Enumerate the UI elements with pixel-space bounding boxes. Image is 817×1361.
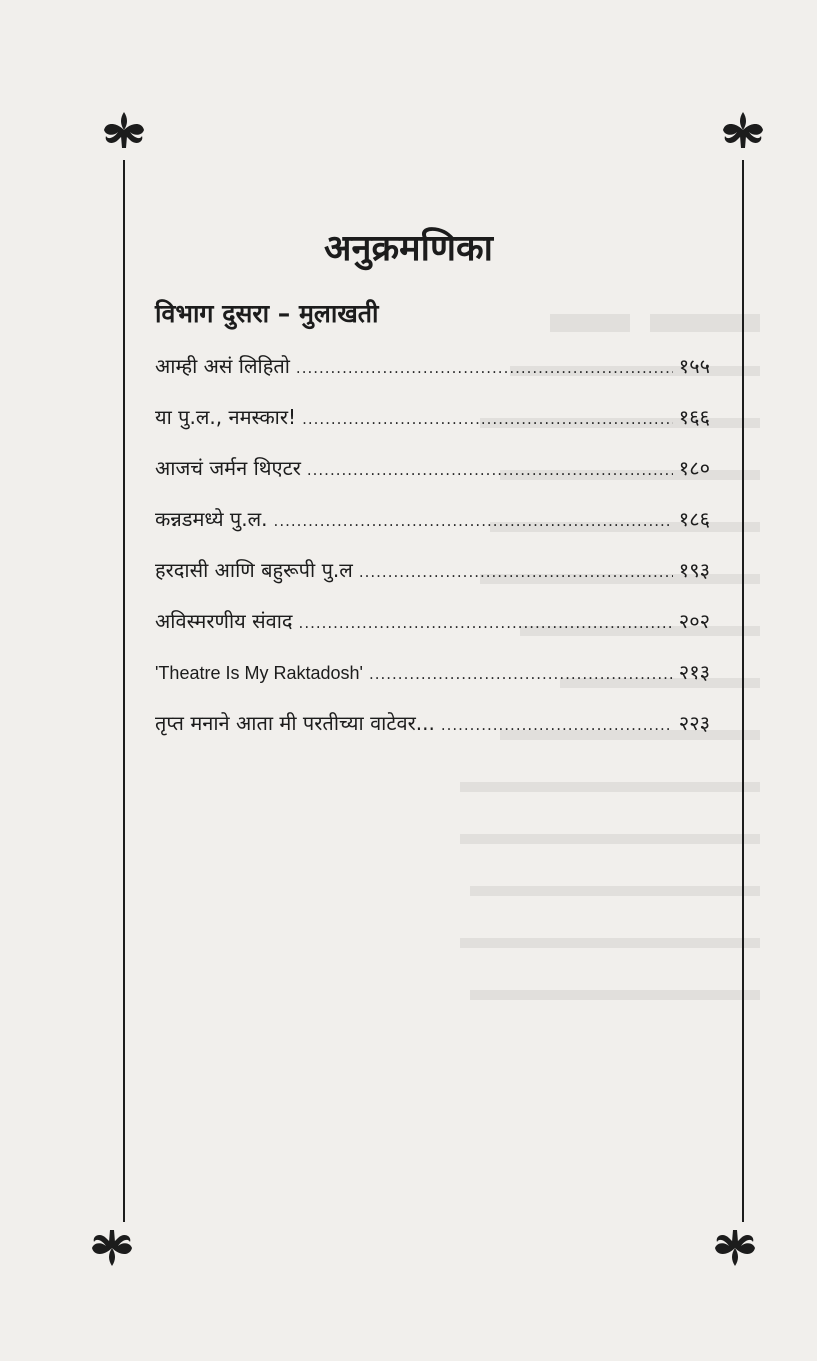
toc-entry-page: १८६ — [678, 507, 710, 531]
toc-entry[interactable] — [155, 352, 710, 403]
toc-entry-title: कन्नडमध्ये पु.ल. — [155, 507, 268, 531]
toc-entry[interactable] — [155, 607, 710, 658]
leader-dots — [369, 665, 673, 683]
toc-entry[interactable] — [155, 403, 710, 454]
toc-entry[interactable] — [155, 505, 710, 556]
toc-entry-title: 'Theatre Is My Raktadosh' — [155, 663, 363, 683]
toc-entry-page: २०२ — [678, 609, 710, 633]
toc-entry-title: या पु.ल., नमस्कार! — [155, 405, 297, 429]
leader-dots — [307, 461, 673, 479]
toc-entry-title: हरदासी आणि बहुरूपी पु.ल — [155, 558, 353, 582]
leader-dots — [274, 512, 673, 530]
toc-entry[interactable] — [155, 454, 710, 505]
leader-dots — [441, 716, 673, 734]
fleuron-icon — [717, 108, 769, 160]
section-heading: विभाग दुसरा – मुलाखती — [155, 299, 379, 328]
fleuron-icon — [86, 1218, 138, 1270]
leader-dots — [296, 359, 673, 377]
toc-entry-page: २१३ — [678, 660, 710, 684]
toc-entry[interactable] — [155, 658, 710, 709]
leader-dots — [359, 563, 673, 581]
right-border-line — [742, 160, 744, 1222]
toc-entry-page: २२३ — [678, 711, 710, 735]
toc-entry-page: १८० — [678, 456, 710, 480]
fleuron-icon — [709, 1218, 761, 1270]
fleuron-icon — [98, 108, 150, 160]
toc-entry-title: अविस्मरणीय संवाद — [155, 609, 293, 633]
toc-entry-title: आम्ही असं लिहितो — [155, 354, 290, 378]
toc-entry-title: तृप्त मनाने आता मी परतीच्या वाटेवर... — [155, 711, 435, 735]
left-border-line — [123, 160, 125, 1222]
table-of-contents — [155, 352, 710, 760]
toc-entry[interactable] — [155, 709, 710, 760]
page-title: अनुक्रमणिका — [324, 228, 493, 269]
leader-dots — [299, 614, 673, 632]
toc-entry-title: आजचं जर्मन थिएटर — [155, 456, 301, 480]
toc-entry-page: १९३ — [678, 558, 710, 582]
toc-entry-page: १५५ — [678, 354, 710, 378]
toc-entry-page: १६६ — [678, 405, 710, 429]
leader-dots — [302, 410, 673, 428]
toc-entry[interactable] — [155, 556, 710, 607]
